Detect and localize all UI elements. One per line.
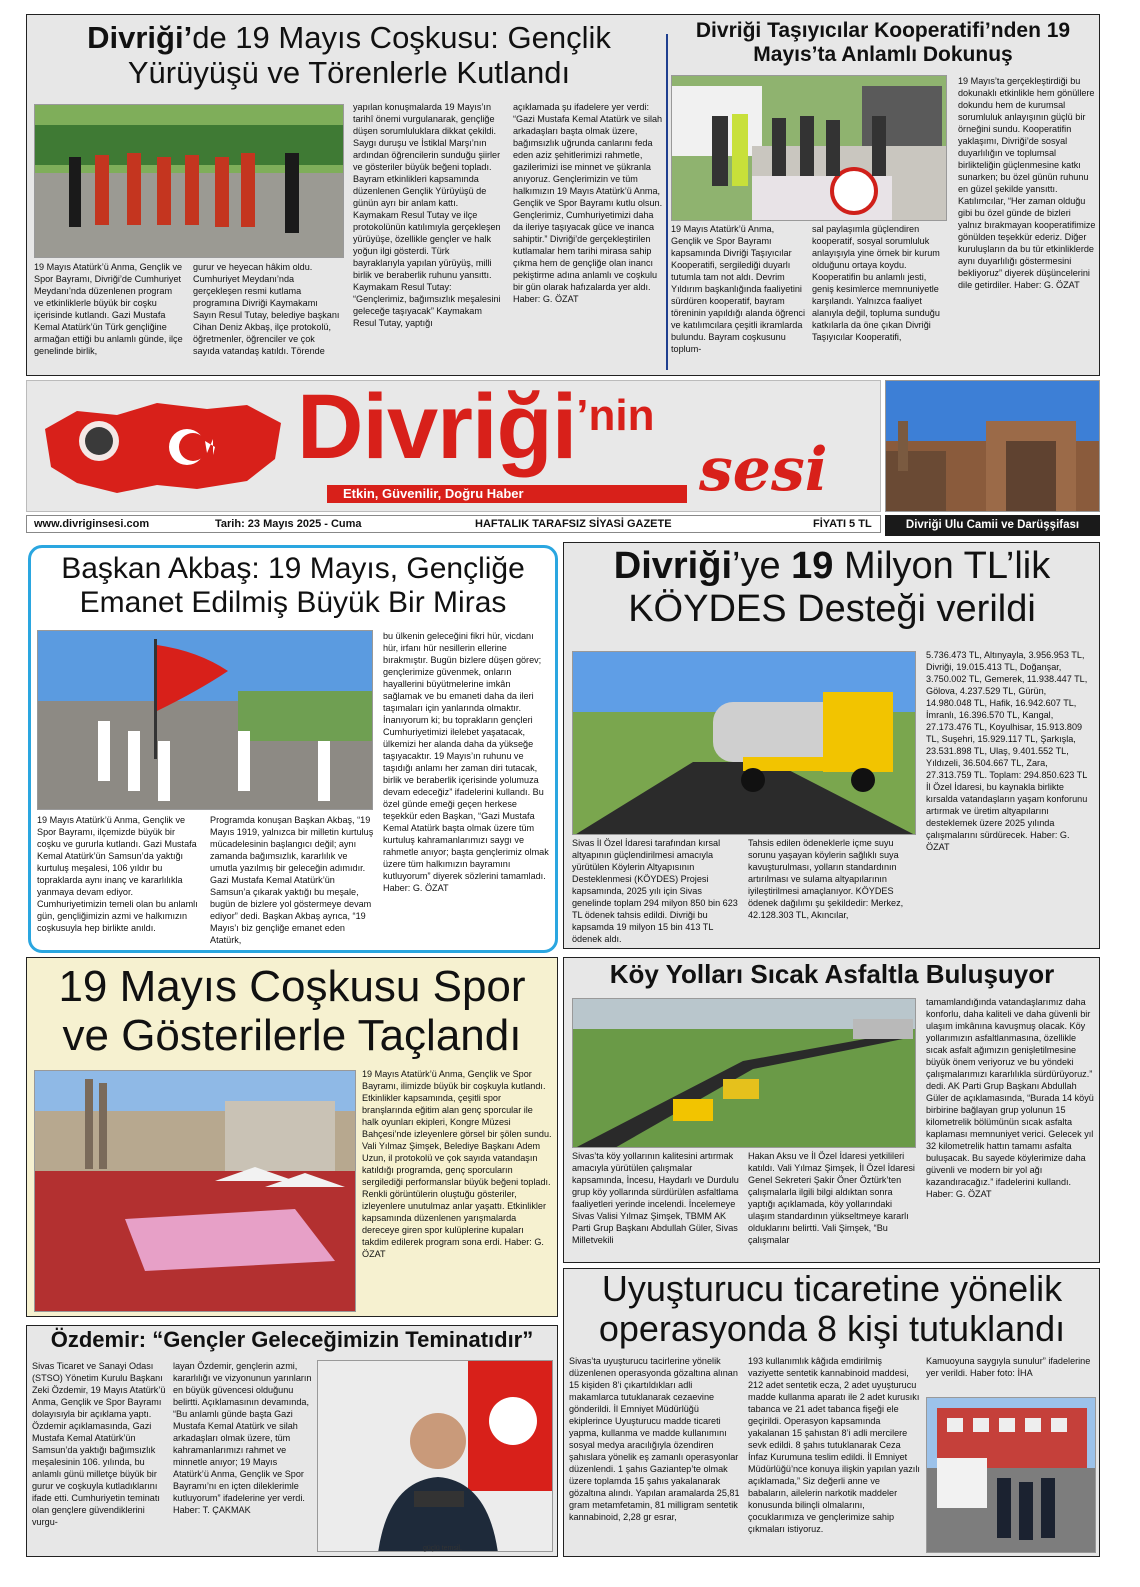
article-title: Divriği’de 19 Mayıs Coşkusu: Gençlik Yürüyüşü ve Törenlerle Kutlandı: [87, 20, 611, 90]
article-text-col-3: Kamuoyuna saygıyla sunulur” ifadelerine yer verildi. Haber foto: İHA: [926, 1356, 1091, 1378]
article-text-col-1: Sivas’ta uyuşturucu tacirlerine yönelik düzenlenen operasyonda gözaltına alınan 15 kişiden 8’i çıkartıldıkları adli makamlarca tutuklanarak cezaevine gönderildi. İl Emniyet Müdürlüğü ekiplerince Uyuşturucu madde ticareti yapma, kullanma ve madde kullanımını sosyal medya aracılığıyla özendiren şahıslara yönelik eş zamanlı operasyonlar düzenlendi. 1 şahıs Gaziantep’te olmak üzere toplamda 15 şahıs yakalanarak gözaltına alındı. Yapılan aramalarda 25,81 gram metamfetamin, 81 milligram sentetik kannabinoid, 2,28 gr esrar,: [569, 1356, 740, 1522]
article-text-col-2: Tahsis edilen ödeneklerle içme suyu sorunu yaşayan köylerin sağlıklı suya kavuşturulması, yolların standardının artırılması ve sulama altyapılarının iyileştirilmesi amaçlanıyor. KÖYDES ödenek dağılımı şu şekildedir: Merkez, 42.128.303 TL, Akıncılar,: [748, 838, 904, 920]
article-text-col-3: açıklamada şu ifadelere yer verdi: “Gazi Mustafa Kemal Atatürk ve silah arkadaşları başta olmak üzere, bağımsızlık uğrunda canlarını feda eden aziz şehitlerimizi rahmetle, gazilerimizi ise minnet ve şükranla anıyoruz. Gençlerimizin ve tüm halkımızın 19 Mayıs Atatürk’ü Anma, Gençlik ve Spor Bayramı kutlu olsun. Gençlerimiz, Cumhuriyetimizi daha da ileriye taşıyacak güce ve inanca sahiptir.” Divriği’de gerçekleştirilen kutlamalar hem tarihi mirasa sahip çıkma hem de gençliğe olan inancı pekiştirme adına anlamlı ve coşkulu bir gün olarak hafızalarda yer aldı. Haber: G. ÖZAT: [513, 102, 663, 304]
article-text-col-3: 5.736.473 TL, Altınyayla, 3.956.953 TL, Divriği, 19.015.413 TL, Doğanşar, 3.750.002 TL, Gemerek, 11.938.447 TL, Gölova, 4.237.529 TL, Gürün, 14.980.048 TL, Hafik, 16.942.607 TL, İmranlı, 16.396.570 TL, Kangal, 27.173.476 TL, Koyulhisar, 15.913.809 TL, Suşehri, 15.929.117 TL, Şarkışla, 23.531.898 TL, Ulaş, 9.401.552 TL, Yıldızeli, 36.504.667 TL, Zara, 27.313.759 TL. Toplam: 294.850.623 TL İl Özel İdaresi, bu kaynakla birlikte kırsalda vatandaşların yaşam konforunu artırmak ve üretim altyapılarını desteklemek üzere 2025 yılında çalışmalarını sürdürecek. Haber: G. ÖZAT: [926, 650, 1088, 852]
article-text-col-1: Sivas’ta köy yollarının kalitesini artırmak amacıyla yürütülen çalışmalar kapsamında, İncesu, Haydarlı ve Durdulu grup köy yollarında sürdürülen asfaltlama faaliyetleri yerinde incelendi. İncelemeye Sivas Valisi Yılmaz Şimşek, TBMM AK Parti Grup Başkanı Abdullah Güler, Sivas Milletvekili: [572, 1151, 739, 1245]
article-tasiyicilar-kooperatifi: [668, 14, 1100, 376]
info-bar: [26, 515, 881, 533]
article-text-col-2: layan Özdemir, gençlerin azmi, kararlılığı ve vizyonunun yarınların en büyük güvencesi olduğunu belirtti. Açıklamasının devamında, “Bu anlamlı günde başta Gazi Mustafa Kemal Atatürk ve silah arkadaşları olmak üzere, tüm kahramanlarımızı rahmet ve minnetle anıyor; 19 Mayıs Atatürk’ü Anma, Gençlik ve Spor Bayramı’nı en içten dileklerimle kutluyorum” ifadelerine yer verdi. Haber: T. ÇAKMAK: [173, 1361, 312, 1515]
newspaper-name: [297, 375, 655, 485]
article-koy-yollari: [563, 957, 1100, 1263]
article-text-col-2: Hakan Aksu ve İl Özel İdaresi yetkilileri katıldı. Vali Yılmaz Şimşek, İl Özel İdaresi Genel Sekreteri Şakir Öner Öztürk’ten çalışmalarla ilgili bilgi aldıktan sonra yaptığı açıklamada, köy yollarındaki ulaşım standardının yükseltmeye kararlı olduklarını belirtti. Vali Şimşek, “Bu çalışmalar: [748, 1151, 915, 1245]
article-divrigi-19-mayis: [26, 14, 668, 376]
article-text-col-1: Sivas Ticaret ve Sanayi Odası (STSO) Yönetim Kurulu Başkanı Zeki Özdemir, 19 Mayıs Atatürk’ü Anma, Gençlik ve Spor Bayramı dolayısıyla bir açıklama yaptı. Özdemir açıklamasında, Gazi Mustafa Kemal Atatürk’ün Samsun’da yaktığı bağımsızlık meşalesinin 106. yılında, bu anlamlı günü milletçe büyük bir gurur ve coşkuyla kutladıklarını ifade etti. Cumhuriyetin teminatı olan gençlere güvendiklerini vurgu-: [32, 1361, 166, 1527]
article-text-col-1: 19 Mayıs Atatürk’ü Anma, Gençlik ve Spor Bayramı kapsamında Divriği Taşıyıcılar Kooperatifi, sergilediği duyarlı tutumla tam not aldı. Devrim Yıldırım başkanlığında faaliyetini sürdüren kooperatif, bayram töreninin yapıldığı alanda öğrenci ve katılımcılara çeşitli ikramlarda bulundu. Bayram coşkusunu toplum-: [671, 224, 805, 354]
article-text-col-1: gurur ve heyecan hâkim oldu. Cumhuriyet Meydanı’nda gerçekleşen resmi kutlama programına Divriği Kaymakamı Sayın Resul Tutay, belediye başkanı Cihan Deniz Akbaş, ilçe protokolü, öğretmenler, öğrenciler ve çok sayıda vatandaş katıldı. Törende: [193, 262, 340, 356]
article-text-col-2: sal paylaşımla güçlendiren kooperatif, sosyal sorumluluk anlayışıyla yine örnek bir kurum olduğunu ortaya koydu. Kooperatifin bu anlamlı jesti, geniş kesimlerce memnuniyetle karşılandı. Yalnızca faaliyet alanıyla değil, topluma sunduğu katkılarla da öne çıkan Divriği Taşıyıcılar Kooperatifi,: [812, 224, 940, 342]
masthead: [26, 376, 881, 512]
article-title: Uyuşturucu ticaretine yönelik operasyonda 8 kişi tutuklandı: [598, 1268, 1066, 1350]
article-text-col-1: 19 Mayıs Atatürk’ü Anma, Gençlik ve Spor Bayramı, ilimizde büyük bir coşkuyla kutlandı. Etkinlikler kapsamında, çeşitli spor branşlarında eğitim alan genç sporcular ile halk oyunları ekipleri, Kongre Müzesi Bahçesi’nde izleyenlere görsel bir şölen sundu. Vali Yılmaz Şimşek, Belediye Başkanı Adem Uzun, il protokolü ve çok sayıda vatandaşın katıldığı programda, genç sporcuların sergilediği performanslar büyük beğeni topladı. Renkli görüntülerin oluştuğu gösteriler, izleyenlere unutulmaz anlar yaşattı. Etkinlikler kapsamında düzenlenen yarışmalarda dereceye giren spor kulüplerine kupaları takdim edilerek program sona erdi. Haber: G. ÖZAT: [362, 1069, 552, 1259]
article-title: Özdemir: “Gençler Geleceğimizin Teminatıdır”: [50, 1327, 534, 1352]
article-text-col-1: 19 Mayıs Atatürk’ü Anma, Gençlik ve Spor Bayramı, ilçemizde büyük bir coşku ve gururla kutlandı. Gazi Mustafa Kemal Atatürk’ün Samsun’da yaktığı kurtuluş meşalesi, 106 yıldır bu topraklarda aynı inanç ve kararlılıkla yanmaya devam ediyor. Cumhuriyetimizin temeli olan bu anlamlı gün, gençliğimizin azmi ve halkımızın coşkusuyla hep birlikte anıldı.: [37, 815, 198, 933]
article-title: Köy Yolları Sıcak Asfaltla Buluşuyor: [609, 959, 1055, 989]
article-title: Başkan Akbaş: 19 Mayıs, Gençliğe Emanet Edilmiş Büyük Bir Miras: [61, 552, 525, 619]
photo-label: güçlü temsil,: [423, 1545, 462, 1552]
article-text-col-2: Programda konuşan Başkan Akbaş, “19 Mayıs 1919, yalnızca bir milletin kurtuluş mücadelesinin başlangıcı değil; aynı zamanda bağımsızlık, kararlılık ve umutla yazılmış bir geleceğin adımıdır. Gazi Mustafa Kemal Atatürk’ün Samsun’a çıkarak yaktığı bu meşale, bugün de bizlere yol göstermeye devam ediyor” dedi. Başkan Akbaş ayrıca, “19 Mayıs’ı biz gençliğe emanet eden Atatürk,: [210, 815, 374, 945]
article-text-col-2: yapılan konuşmalarda 19 Mayıs’ın tarihî önemi vurgulanarak, gençliğe düşen sorumluluklara dikkat çekildi. Saygı duruşu ve İstiklal Marşı’nın ardından öğrencilerin sunduğu şiirler ve gösteriler büyük beğeni topladı. Bayram etkinlikleri kapsamında düzenlenen Gençlik Yürüyüşü de günün ayrı bir anlam kattı. Kaymakam Resul Tutay ve ilçe protokolünün katılımıyla gerçekleşen yürüyüşe, özellikle gençler ve halk yoğun ilgi gösterdi. Türk bayraklarıyla yapılan yürüyüş, milli birlik ve beraberlik ruhunu yansıttı. Kaymakam Resul Tutay: “Gençlerimiz, bağımsızlık meşalesini geleceğe taşıyacak” Kaymakam Resul Tutay, yaptığı: [353, 102, 501, 328]
article-title: 19 Mayıs Coşkusu Spor ve Gösterilerle Taçlandı: [58, 962, 526, 1061]
article-text-col-3: tamamlandığında vatandaşlarımız daha konforlu, daha kaliteli ve daha güvenli bir ulaşım imkânına kavuşmuş olacak. Köy yollarımızın asfaltlanmasına, özellikle sıcak asfalt ağımızın genişletilmesine büyük önem veriyoruz ve bu yöndeki çalışmalarımızı kararlılıkla sürdürüyoruz.” dedi. AK Parti Grup Başkanı Abdullah Güler de açıklamasında, “Burada 14 köyü birbirine bağlayan grup yolunun 15 kilometrelik bölümünün sıcak asfalta kaplaması memnuniyet verici. Gelecek yıl 32 kilometrelik hattın tamamı asfalta buluşacak. Bu sayede köylerimize daha güvenli ve modern bir yol ağı kazandıracağız.” ifadelerini kullandı. Haber: G. ÖZAT: [926, 997, 1094, 1199]
folk-dance-photo: [34, 104, 344, 258]
article-text-col-1: Sivas İl Özel İdaresi tarafından kırsal altyapının güçlendirilmesi amacıyla yürütülen Köylerin Altyapısının Desteklenmesi (KÖYDES) Projesi kapsamında, 2025 yılı için Sivas genelinde toplam 294 milyon 850 bin 623 TL ödenek tahsis edildi. Divriği bu kapsamda 19 milyon 15 bin 413 TL ödenek aldı.: [572, 838, 738, 944]
article-ozdemir: [26, 1325, 558, 1557]
article-text-col-3: 19 Mayıs’ta gerçekleştirdiği bu dokunaklı etkinlikle hem gönüllere dokundu hem de kurumsal sorumluluk anlayışının güçlü bir örneğini sundu. Kooperatifin yaklaşımı, Divriği’de sosyal duyarlılığın ve toplumsal birlikteliğin güçlenmesine katkı sunarken; bu özel günün ruhunu en güzel şekilde yansıttı. Katılımcılar, “Her zaman olduğu gibi bu özel günde de bizleri yalnız bırakmayan kooperatifimize gönülden teşekkür ederiz. Diğer kuruluşların da bu tür etkinliklerde aynı duyarlılığı göstermesini bekliyoruz” diyerek düşüncelerini dile getirdiler. Haber: G. ÖZAT: [958, 76, 1096, 290]
paper-type: HAFTALIK TARAFSIZ SİYASİ GAZETE: [475, 518, 672, 530]
article-spor-gosterileri: [26, 957, 558, 1317]
stadium-show-photo: [34, 1070, 356, 1312]
village-road-photo: [572, 998, 916, 1148]
article-baskan-akbas: [28, 545, 558, 953]
slogan: Etkin, Güvenilir, Doğru Haber: [343, 486, 524, 501]
photo-caption-bar: Divriği Ulu Camii ve Darüşşifası: [885, 515, 1100, 536]
article-title: Divriği’ye 19 Milyon TL’lik KÖYDES Desteği verildi: [613, 545, 1051, 630]
article-koydes: [563, 542, 1100, 949]
turkey-map-logo: [37, 389, 287, 505]
parade-photo: [37, 630, 373, 810]
article-uyusturucu: [563, 1268, 1100, 1557]
price: FİYATI 5 TL: [813, 518, 872, 530]
newspaper-name-main: Divriği: [297, 376, 577, 478]
cooperative-photo: [671, 75, 947, 221]
article-text-col-2: 193 kullanımlık kâğıda emdirilmiş vaziyette sentetik kannabinoid maddesi, 212 adet sentetik ecza, 2 adet uyuşturucu madde kullanma aparatı ile 2 adet kurusıkı tabanca ve 21 adet tabanca fişeği ele geçirildi. Operasyon kapsamında yakalanan 15 şahıstan 8’i adli mercilere sevk edildi. 8 şahıs tutuklanarak Ceza İnfaz Kurumuna teslim edildi. İl Emniyet Müdürlüğü’nce konuya ilişkin yapılan yazılı açıklamada,” Siz değerli anne ve babaların, ailelerin narkotik maddeler konusunda bilinçli olmalarını, çocuklarımıza ve gençlerimize sahip çıkmaları istiyoruz.: [748, 1356, 920, 1534]
asphalt-truck-photo: [572, 651, 916, 835]
ulu-camii-photo: [885, 380, 1100, 512]
newspaper-name-sesi: sesi: [699, 435, 828, 505]
newspaper-name-nin: ’nin: [576, 391, 655, 440]
ozdemir-photo: [317, 1360, 553, 1552]
issue-date: Tarih: 23 Mayıs 2025 - Cuma: [215, 518, 362, 530]
article-text-col-3: bu ülkenin geleceğini fikri hür, vicdanı hür, irfanı hür nesillerin ellerine bırakmıştır. Bugün bizlere düşen görev; gençlerimize güvenmek, onların hayallerini büyütmelerine imkân sağlamak ve bu emaneti daha da ileri taşımaları için yanlarında olmaktır. İnanıyorum ki; bu toprakların gençleri Cumhuriyetimizi ilelebet yaşatacak, ülkemizi her alanda daha da yükseğe taşıyacaktır. 19 Mayıs’ın ruhunu ve taşıdığı anlamı her zaman diri tutacak, birlik ve beraberlik içerisinde yolumuza devam edeceğiz” ifadelerini kullandı. Bu özel günde emeği geçen herkese teşekkür eden Başkan, “Gazi Mustafa Kemal Atatürk başta olmak üzere tüm kurtuluş kahramanlarımızı saygı ve rahmetle anıyor; başta gençlerimiz olmak üzere tüm halkımızın bayramını kutluyorum” diyerek sözlerini tamamladı. Haber: G. ÖZAT: [383, 631, 549, 893]
article-title: Divriği Taşıyıcılar Kooperatifi’nden 19 Mayıs’ta Anlamlı Dokunuş: [695, 19, 1071, 66]
article-text-col-1-caption: 19 Mayıs Atatürk’ü Anma, Gençlik ve Spor Bayramı, Divriği’de Cumhuriyet Meydanı’nda düzenlenen program ve etkinliklerle büyük bir coşku içerisinde kutlandı. Gazi Mustafa Kemal Atatürk’ün Türk gençliğine armağan ettiği bu anlamlı günde, ilçe genelinde birlik,: [34, 262, 183, 356]
police-operation-photo: [926, 1397, 1096, 1553]
website-link[interactable]: www.divriginsesi.com: [34, 518, 150, 530]
